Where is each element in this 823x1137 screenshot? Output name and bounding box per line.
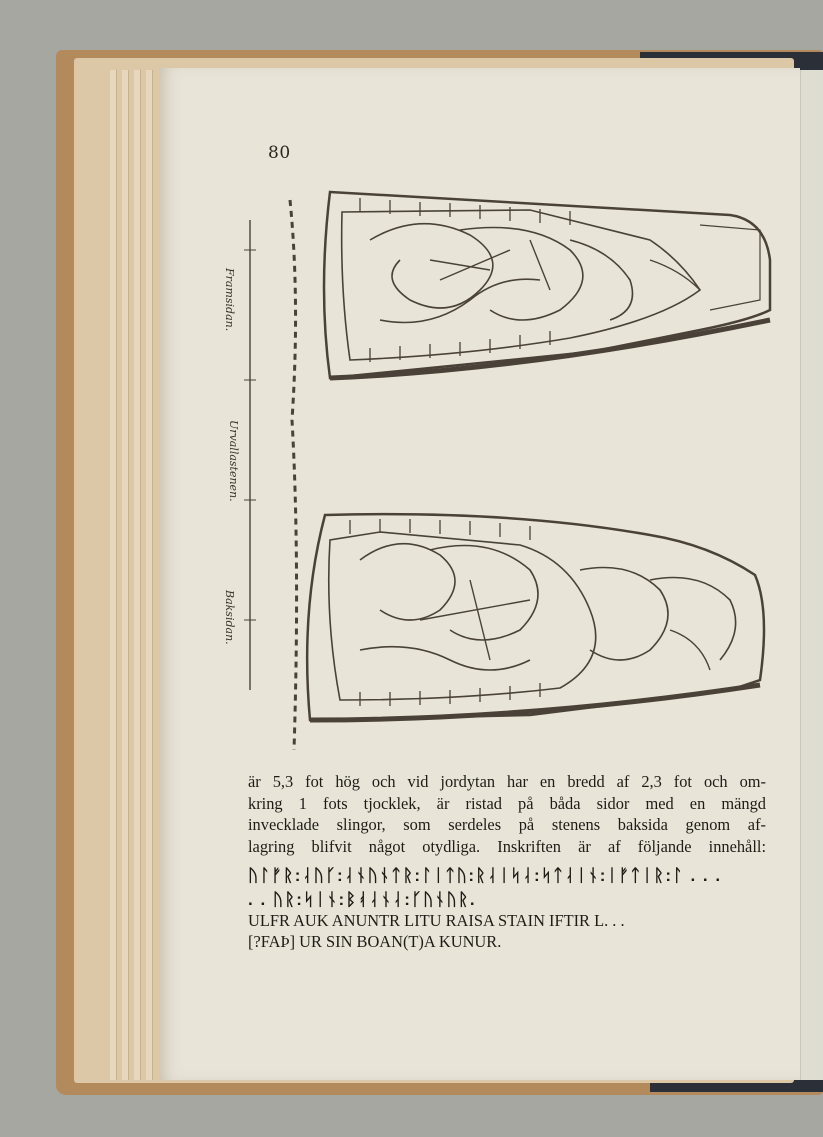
rune-line: ᚢᛚᚠᚱ:ᛆᚢᚴ:ᛆᚾᚢᚾᛏᚱ:ᛚᛁᛏᚢ:ᚱᛆᛁᛋᛆ:ᛋᛏᛆᛁᚾ:ᛁᚠᛏᛁᚱ:ᛚ . . . [248, 866, 722, 885]
body-line: invecklade slingor, som serdeles på stenens baksida genom af- [248, 815, 766, 834]
back-stone-drawing [307, 514, 764, 720]
side-label-front: Framsidan. [223, 268, 236, 332]
rune-line: . . ᚢᚱ:ᛋᛁᚾ:ᛒᚮᛆᚾᛆ:ᚴᚢᚾᚢᚱ. [248, 890, 477, 909]
transcription-line: ULFR AUK ANUNTR LITU RAISA STAIN IFTIR L. . . [248, 911, 625, 930]
body-line: är 5,3 fot hög och vid jordytan har en bredd af 2,3 fot och om- [248, 772, 766, 791]
page-edge [122, 70, 129, 1080]
rune-inscription [248, 864, 778, 912]
transcription-line: [?FAÞ] UR SIN BOAN(T)A KUNUR. [248, 932, 502, 951]
runestone-illustration [230, 180, 775, 765]
inscription-transcription [248, 910, 768, 952]
body-line: kring 1 fots tjocklek, är ristad på båda sidor med en mängd [248, 793, 766, 813]
side-label-middle: Urvallastenen. [227, 420, 240, 502]
side-label-back: Baksidan. [223, 590, 236, 645]
body-line: lagring blifvit något otydliga. Inskriften är af följande innehåll: [248, 836, 766, 856]
facing-page-edge [800, 70, 823, 1080]
front-stone-drawing [324, 192, 770, 378]
ground-line [290, 200, 297, 750]
body-paragraph [248, 771, 766, 857]
page-edge [146, 70, 153, 1080]
page-edge [134, 70, 141, 1080]
page-number: 80 [268, 143, 291, 163]
page-edge [110, 70, 117, 1080]
